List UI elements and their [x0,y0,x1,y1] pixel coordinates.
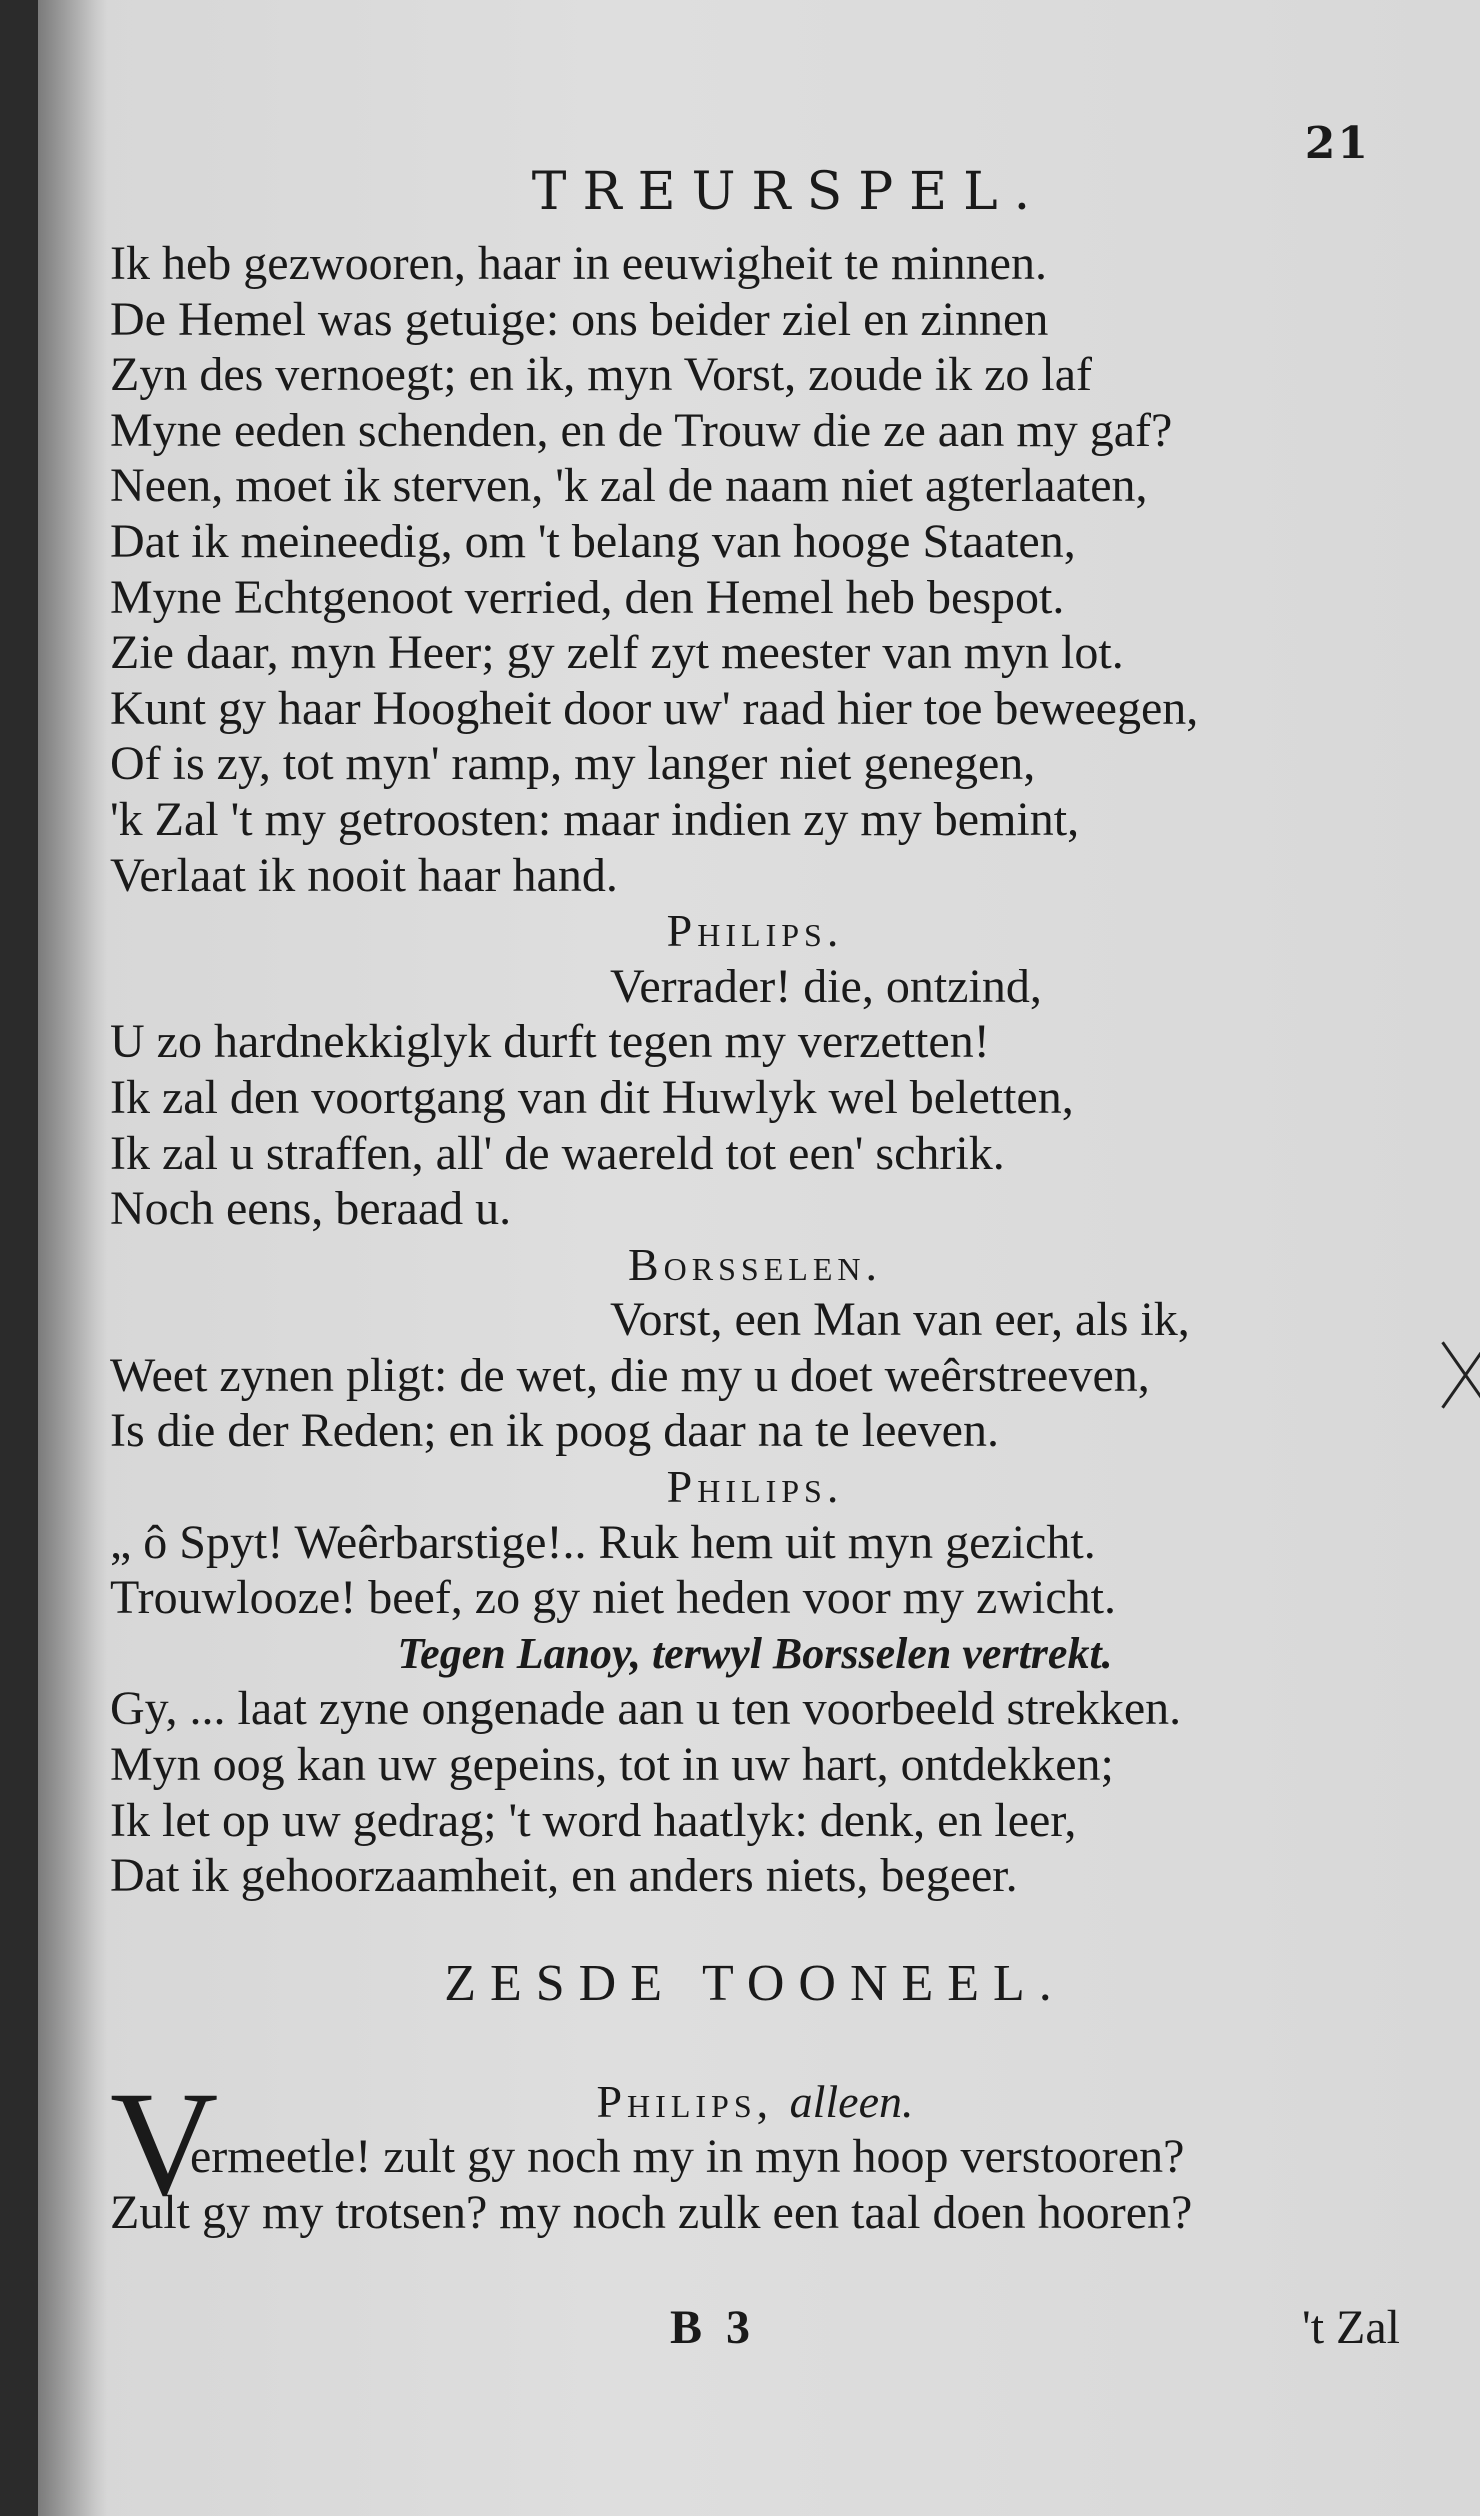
verse-line: U zo hardnekkiglyk durft tegen my verzetten! [110,1015,990,1069]
page-number: 21 [1304,118,1370,169]
verse-line: Zyn des vernoegt; en ik, myn Vorst, zoude ik zo laf [110,348,1093,402]
verse-line: Ik heb gezwooren, haar in eeuwigheit te minnen. [110,237,1047,290]
speaker-name: Philips. [666,1461,844,1513]
verse-line: Neen, moet ik sterven, 'k zal de naam niet agterlaaten, [110,459,1148,513]
body-text [110,236,1400,2241]
verse-line: Ik zal u straffen, all' de waereld tot een' schrik. [110,1126,1005,1180]
verse-line: Myne Echtgenoot verried, den Hemel heb bespot. [110,570,1065,624]
verse-line: Dat ik meineedig, om 't belang van hooge Staaten, [110,514,1076,568]
verse-line: „ ô Spyt! Weêrbarstige!.. Ruk hem uit myn gezicht. [110,1515,1096,1569]
speaker-note: alleen. [789,2075,914,2127]
verse-line: Is die der Reden; en ik poog daar na te leeven. [110,1404,999,1458]
verse-line: Zult gy my trotsen? my noch zulk een taal doen hooren? [110,2186,1193,2239]
verse-line: Verrader! die, ontzind, [610,959,1042,1013]
verse-line: Ik let op uw gedrag; 't word haatlyk: denk, en leer, [110,1793,1077,1847]
verse-line: Gy, ... laat zyne ongenade aan u ten voorbeeld strekken. [110,1682,1182,1736]
verse-line: Dat ik gehoorzaamheit, en anders niets, begeer. [110,1849,1018,1903]
catchword: 't Zal [1302,2301,1400,2354]
page-footer [110,2300,1400,2360]
speaker-name: Philips. [666,905,844,957]
scene-opening [110,2060,1400,2241]
stage-direction: Tegen Lanoy, terwyl Borsselen vertrekt. [397,1628,1113,1678]
verse-line: Zie daar, myn Heer; gy zelf zyt meester van myn lot. [110,626,1124,680]
verse-line: Noch eens, beraad u. [110,1182,512,1236]
verse-line: Myne eeden schenden, en de Trouw die ze aan my gaf? [110,403,1173,457]
verse-line: 'k Zal 't my getroosten: maar indien zy my bemint, [110,792,1080,846]
speaker-name [110,2074,1400,2130]
signature-mark: B 3 [670,2301,757,2354]
verse-line: Of is zy, tot myn' ramp, my langer niet genegen, [110,737,1036,791]
verse-line: Weet zynen pligt: de wet, die my u doet weêrstreeven, [110,1348,1150,1402]
margin-cross-mark [1436,1340,1480,1410]
speaker-label: Philips, [596,2075,774,2127]
running-head: TREURSPEL. [531,162,1047,222]
speaker-name: Borsselen. [628,1238,882,1290]
verse-line: ermeetle! zult gy noch my in myn hoop verstooren? [190,2130,1185,2184]
verse-line: Myn oog kan uw gepeins, tot in uw hart, ontdekken; [110,1738,1114,1792]
drop-cap: V [110,2060,219,2227]
verse-line: Kunt gy haar Hoogheit door uw' raad hier toe beweegen, [110,681,1199,735]
verse-line: De Hemel was getuige: ons beider ziel en zinnen [110,292,1049,346]
book-page [38,0,1480,2516]
verse-line: Trouwlooze! beef, zo gy niet heden voor my zwicht. [110,1571,1116,1625]
scene-title: ZESDE TOONEEL. [444,1954,1066,2012]
gutter-shadow [38,0,108,2516]
verse-line: Vorst, een Man van eer, als ik, [610,1293,1190,1347]
verse-line: Verlaat ik nooit haar hand. [110,848,618,902]
verse-line: Ik zal den voortgang van dit Huwlyk wel beletten, [110,1070,1074,1124]
